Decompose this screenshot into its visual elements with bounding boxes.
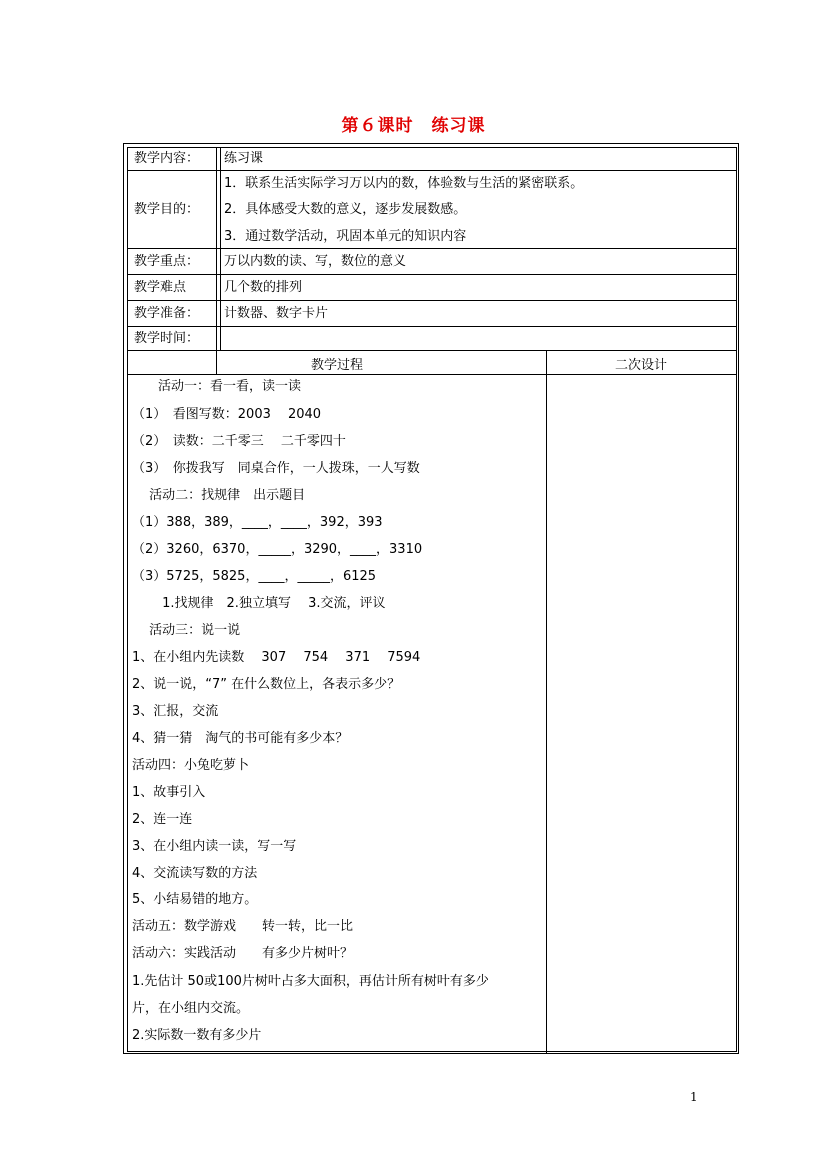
process-line: 2.实际数一数有多少片 <box>132 1028 262 1043</box>
row-divider <box>128 374 736 375</box>
difficulty-label: 教学难点 <box>134 280 187 295</box>
process-line: 1、在小组内先读数 307 754 371 7594 <box>132 650 421 665</box>
page-number: 1 <box>690 1090 698 1104</box>
process-line: 5、小结易错的地方。 <box>132 892 258 907</box>
process-line: 1、故事引入 <box>132 785 206 800</box>
preparation-label: 教学准备： <box>134 306 200 321</box>
process-line: 活动一：看一看，读一读 <box>132 379 302 394</box>
difficulty-value: 几个数的排列 <box>224 280 303 295</box>
process-line: （2） 读数：二千零三 二千零四十 <box>132 434 346 449</box>
content-value: 练习课 <box>224 151 264 166</box>
goal-item: 3．通过数学活动，巩固本单元的知识内容 <box>224 229 467 244</box>
process-line: （1） 看图写数：2003 2040 <box>132 407 322 422</box>
time-label: 教学时间： <box>134 331 200 346</box>
process-line: 片，在小组内交流。 <box>132 1001 250 1016</box>
process-line: 活动三：说一说 <box>132 623 241 638</box>
process-line: （3） 你拨我写 同桌合作，一人拨珠，一人写数 <box>132 461 420 476</box>
process-line: 2、连一连 <box>132 812 193 827</box>
key-points-label: 教学重点： <box>134 254 200 269</box>
process-line: 活动四：小兔吃萝卜 <box>132 758 250 773</box>
process-line: 活动二：找规律 出示题目 <box>132 488 306 503</box>
process-line: 3、汇报，交流 <box>132 704 219 719</box>
preparation-value: 计数器、数字卡片 <box>224 306 329 321</box>
content-label: 教学内容： <box>134 151 200 166</box>
process-line: 3、在小组内读一读，写一写 <box>132 839 297 854</box>
goals-label: 教学目的： <box>134 202 200 217</box>
process-line: （3）5725，5825，____，_____，6125 <box>132 569 377 584</box>
page-title: 第６课时 练习课 <box>341 116 486 136</box>
row-divider <box>128 350 736 351</box>
process-line: 1.先估计 50或100片树叶占多大面积，再估计所有树叶有多少 <box>132 974 489 989</box>
process-line: 1.找规律 2.独立填写 3.交流，评议 <box>132 596 386 611</box>
second-design-column-header: 二次设计 <box>614 358 667 373</box>
process-line: （2）3260，6370，_____，3290，____，3310 <box>132 542 423 557</box>
process-line: 2、说一说，“7” 在什么数位上，各表示多少？ <box>132 677 401 692</box>
column-divider <box>546 350 547 1053</box>
process-line: （1）388，389，____，____，392，393 <box>132 515 383 530</box>
process-line: 活动五：数学游戏 转一转，比一比 <box>132 919 354 934</box>
goal-item: 1．联系生活实际学习万以内的数，体验数与生活的紧密联系。 <box>224 176 584 191</box>
key-points-value: 万以内数的读、写，数位的意义 <box>224 254 407 269</box>
process-line: 4、猜一猜 淘气的书可能有多少本？ <box>132 731 349 746</box>
lesson-plan-table <box>127 147 737 1052</box>
process-column-header: 教学过程 <box>310 358 363 373</box>
process-line: 活动六：实践活动 有多少片树叶？ <box>132 946 354 961</box>
goal-item: 2．具体感受大数的意义，逐步发展数感。 <box>224 202 467 217</box>
process-line: 4、交流读写数的方法 <box>132 866 258 881</box>
